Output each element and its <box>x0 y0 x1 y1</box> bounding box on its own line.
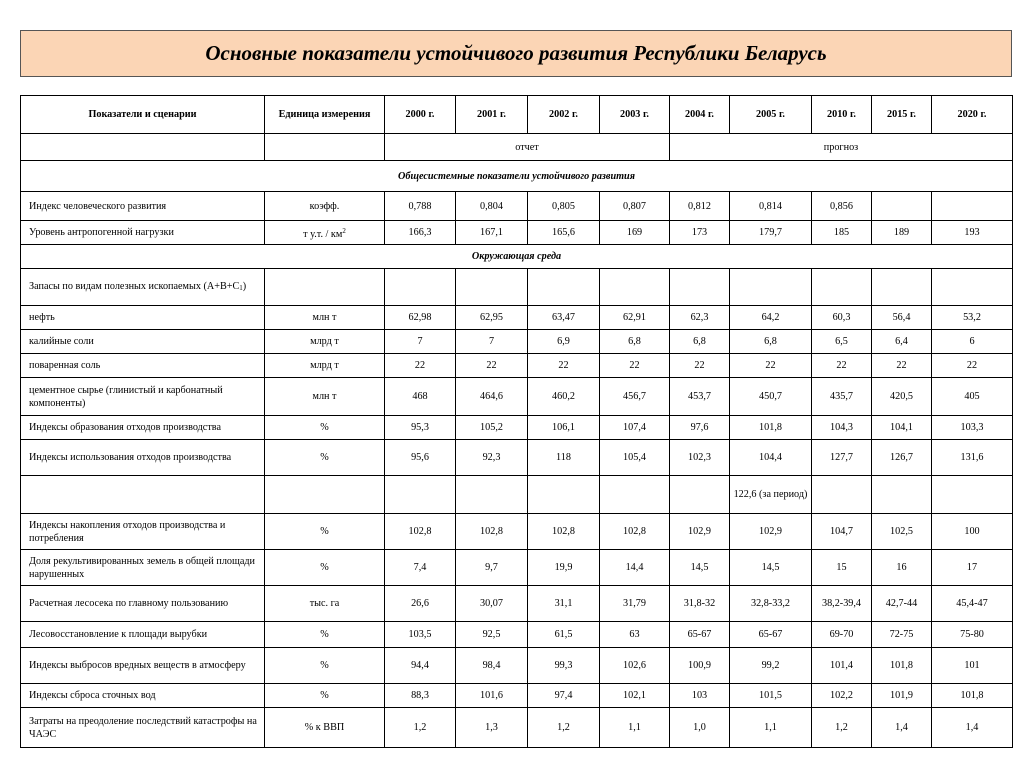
table-row <box>21 378 1013 416</box>
value-cell: 102,5 <box>872 514 932 550</box>
indicator-name: Индексы выбросов вредных веществ в атмосферу <box>21 648 265 684</box>
value-cell: 6,5 <box>812 330 872 354</box>
header-year: 2005 г. <box>730 96 812 134</box>
value-cell <box>670 476 730 514</box>
value-cell: 56,4 <box>872 306 932 330</box>
value-cell: 165,6 <box>528 221 600 245</box>
value-cell: 60,3 <box>812 306 872 330</box>
value-cell: 101,9 <box>872 684 932 708</box>
value-cell: 1,0 <box>670 708 730 748</box>
value-cell: 22 <box>670 354 730 378</box>
value-cell: 22 <box>528 354 600 378</box>
value-cell: 0,788 <box>385 192 456 221</box>
value-cell <box>600 476 670 514</box>
value-cell: 14,5 <box>730 550 812 586</box>
indicator-name: нефть <box>21 306 265 330</box>
section-title: Окружающая среда <box>21 245 1013 269</box>
value-cell: 6,9 <box>528 330 600 354</box>
value-cell <box>670 269 730 306</box>
value-cell: 460,2 <box>528 378 600 416</box>
section-header-row <box>21 245 1013 269</box>
unit-cell: млн т <box>265 378 385 416</box>
value-cell: 38,2-39,4 <box>812 586 872 622</box>
value-cell: 104,1 <box>872 416 932 440</box>
value-cell: 456,7 <box>600 378 670 416</box>
value-cell <box>872 269 932 306</box>
value-cell: 101,4 <box>812 648 872 684</box>
value-cell: 102,8 <box>600 514 670 550</box>
value-cell: 100,9 <box>670 648 730 684</box>
section-header-row <box>21 161 1013 192</box>
unit-cell: % <box>265 550 385 586</box>
value-cell: 62,95 <box>456 306 528 330</box>
value-cell: 16 <box>872 550 932 586</box>
value-cell: 107,4 <box>600 416 670 440</box>
value-cell: 104,3 <box>812 416 872 440</box>
value-cell: 94,4 <box>385 648 456 684</box>
indicator-name: Затраты на преодоление последствий катастрофы на ЧАЭС <box>21 708 265 748</box>
value-cell: 22 <box>872 354 932 378</box>
table-row <box>21 622 1013 648</box>
value-cell: 0,805 <box>528 192 600 221</box>
value-cell <box>528 476 600 514</box>
indicators-table <box>20 95 1013 748</box>
value-cell <box>872 192 932 221</box>
period-band-row <box>21 134 1013 161</box>
value-cell: 106,1 <box>528 416 600 440</box>
value-cell: 62,91 <box>600 306 670 330</box>
band-empty <box>265 134 385 161</box>
band-forecast: прогноз <box>670 134 1013 161</box>
value-cell: 102,9 <box>730 514 812 550</box>
value-cell <box>872 476 932 514</box>
value-cell: 97,4 <box>528 684 600 708</box>
value-cell: 0,856 <box>812 192 872 221</box>
table-row <box>21 708 1013 748</box>
value-cell: 14,4 <box>600 550 670 586</box>
table-row <box>21 440 1013 476</box>
table-row <box>21 221 1013 245</box>
value-cell: 97,6 <box>670 416 730 440</box>
value-cell: 62,98 <box>385 306 456 330</box>
value-cell: 6 <box>932 330 1013 354</box>
value-cell: 102,8 <box>456 514 528 550</box>
value-cell: 104,7 <box>812 514 872 550</box>
value-cell: 102,1 <box>600 684 670 708</box>
value-cell: 105,2 <box>456 416 528 440</box>
unit-cell: % к ВВП <box>265 708 385 748</box>
value-cell: 101 <box>932 648 1013 684</box>
value-cell: 17 <box>932 550 1013 586</box>
unit-cell: млрд т <box>265 330 385 354</box>
value-cell: 22 <box>385 354 456 378</box>
value-cell: 69-70 <box>812 622 872 648</box>
value-cell: 100 <box>932 514 1013 550</box>
value-cell: 1,3 <box>456 708 528 748</box>
value-cell: 22 <box>730 354 812 378</box>
value-cell: 166,3 <box>385 221 456 245</box>
value-cell: 167,1 <box>456 221 528 245</box>
header-indicator: Показатели и сценарии <box>21 96 265 134</box>
value-cell: 9,7 <box>456 550 528 586</box>
value-cell: 464,6 <box>456 378 528 416</box>
value-cell: 53,2 <box>932 306 1013 330</box>
indicator-name: Доля рекультивированных земель в общей площади нарушенных <box>21 550 265 586</box>
value-cell: 19,9 <box>528 550 600 586</box>
value-cell <box>932 192 1013 221</box>
value-cell: 126,7 <box>872 440 932 476</box>
value-cell <box>932 476 1013 514</box>
section-title: Общесистемные показатели устойчивого развития <box>21 161 1013 192</box>
value-cell <box>932 269 1013 306</box>
value-cell: 6,4 <box>872 330 932 354</box>
unit-cell: т у.т. / $км^2$ <box>265 221 385 245</box>
value-cell: 102,8 <box>385 514 456 550</box>
value-cell: 7,4 <box>385 550 456 586</box>
value-cell: 101,6 <box>456 684 528 708</box>
value-cell: 101,8 <box>872 648 932 684</box>
value-cell: 420,5 <box>872 378 932 416</box>
indicator-name: Расчетная лесосека по главному пользованию <box>21 586 265 622</box>
value-cell: 122,6 (за период) <box>730 476 812 514</box>
value-cell: 1,1 <box>600 708 670 748</box>
table-row <box>21 476 1013 514</box>
unit-cell: % <box>265 514 385 550</box>
indicator-name: цементное сырье (глинистый и карбонатный компоненты) <box>21 378 265 416</box>
band-empty <box>21 134 265 161</box>
value-cell: 30,07 <box>456 586 528 622</box>
value-cell: 64,2 <box>730 306 812 330</box>
value-cell <box>456 476 528 514</box>
value-cell: 72-75 <box>872 622 932 648</box>
unit-cell: % <box>265 440 385 476</box>
value-cell: 62,3 <box>670 306 730 330</box>
value-cell <box>812 269 872 306</box>
value-cell: 169 <box>600 221 670 245</box>
value-cell: 14,5 <box>670 550 730 586</box>
value-cell: 63 <box>600 622 670 648</box>
value-cell: 101,8 <box>932 684 1013 708</box>
value-cell <box>600 269 670 306</box>
table-row <box>21 648 1013 684</box>
value-cell: 435,7 <box>812 378 872 416</box>
value-cell: 6,8 <box>670 330 730 354</box>
value-cell: 118 <box>528 440 600 476</box>
value-cell <box>456 269 528 306</box>
indicator-name: Запасы по видам полезных ископаемых $(А+В+С_1)$ <box>21 269 265 306</box>
value-cell: 42,7-44 <box>872 586 932 622</box>
table-row <box>21 550 1013 586</box>
value-cell: 102,9 <box>670 514 730 550</box>
value-cell: 75-80 <box>932 622 1013 648</box>
value-cell: 101,5 <box>730 684 812 708</box>
table-row <box>21 330 1013 354</box>
value-cell: 1,1 <box>730 708 812 748</box>
value-cell: 22 <box>600 354 670 378</box>
header-year: 2020 г. <box>932 96 1013 134</box>
value-cell: 131,6 <box>932 440 1013 476</box>
indicator-name: Индексы накопления отходов производства и потребления <box>21 514 265 550</box>
value-cell: 1,2 <box>385 708 456 748</box>
header-year: 2015 г. <box>872 96 932 134</box>
table-row <box>21 514 1013 550</box>
table-header-row <box>21 96 1013 134</box>
indicator-name: Индексы образования отходов производства <box>21 416 265 440</box>
unit-cell: % <box>265 648 385 684</box>
unit-cell <box>265 476 385 514</box>
value-cell: 185 <box>812 221 872 245</box>
value-cell: 101,8 <box>730 416 812 440</box>
value-cell: 0,807 <box>600 192 670 221</box>
value-cell: 1,4 <box>932 708 1013 748</box>
value-cell: 22 <box>932 354 1013 378</box>
indicator-name: поваренная соль <box>21 354 265 378</box>
value-cell <box>528 269 600 306</box>
indicator-name: Индексы использования отходов производства <box>21 440 265 476</box>
value-cell: 173 <box>670 221 730 245</box>
unit-cell: млрд т <box>265 354 385 378</box>
header-year: 2001 г. <box>456 96 528 134</box>
value-cell <box>812 476 872 514</box>
header-year: 2004 г. <box>670 96 730 134</box>
header-year: 2010 г. <box>812 96 872 134</box>
table-row <box>21 684 1013 708</box>
value-cell: 102,8 <box>528 514 600 550</box>
value-cell: 102,2 <box>812 684 872 708</box>
value-cell: 6,8 <box>600 330 670 354</box>
value-cell: 26,6 <box>385 586 456 622</box>
indicator-name: Индекс человеческого развития <box>21 192 265 221</box>
value-cell: 0,812 <box>670 192 730 221</box>
unit-cell: млн т <box>265 306 385 330</box>
value-cell: 31,79 <box>600 586 670 622</box>
value-cell: 7 <box>456 330 528 354</box>
value-cell: 95,3 <box>385 416 456 440</box>
value-cell: 65-67 <box>670 622 730 648</box>
unit-cell: % <box>265 684 385 708</box>
value-cell: 15 <box>812 550 872 586</box>
value-cell: 92,5 <box>456 622 528 648</box>
indicator-name <box>21 476 265 514</box>
value-cell: 45,4-47 <box>932 586 1013 622</box>
value-cell: 88,3 <box>385 684 456 708</box>
unit-cell: % <box>265 416 385 440</box>
value-cell: 193 <box>932 221 1013 245</box>
table-row <box>21 416 1013 440</box>
value-cell: 65-67 <box>730 622 812 648</box>
value-cell: 102,6 <box>600 648 670 684</box>
value-cell: 127,7 <box>812 440 872 476</box>
value-cell <box>385 269 456 306</box>
table-row <box>21 354 1013 378</box>
value-cell: 22 <box>812 354 872 378</box>
value-cell: 1,4 <box>872 708 932 748</box>
value-cell: 405 <box>932 378 1013 416</box>
header-year: 2000 г. <box>385 96 456 134</box>
value-cell: 99,2 <box>730 648 812 684</box>
table-row <box>21 306 1013 330</box>
header-year: 2002 г. <box>528 96 600 134</box>
value-cell: 189 <box>872 221 932 245</box>
value-cell: 63,47 <box>528 306 600 330</box>
value-cell: 7 <box>385 330 456 354</box>
value-cell: 31,1 <box>528 586 600 622</box>
indicator-name: Уровень антропогенной нагрузки <box>21 221 265 245</box>
value-cell: 32,8-33,2 <box>730 586 812 622</box>
value-cell: 103,3 <box>932 416 1013 440</box>
value-cell <box>730 269 812 306</box>
value-cell <box>385 476 456 514</box>
value-cell: 0,814 <box>730 192 812 221</box>
indicator-name: Лесовосстановление к площади вырубки <box>21 622 265 648</box>
indicator-name: калийные соли <box>21 330 265 354</box>
value-cell: 22 <box>456 354 528 378</box>
value-cell: 1,2 <box>812 708 872 748</box>
page-title: Основные показатели устойчивого развития Республики Беларусь <box>20 30 1012 77</box>
value-cell: 95,6 <box>385 440 456 476</box>
value-cell: 31,8-32 <box>670 586 730 622</box>
header-year: 2003 г. <box>600 96 670 134</box>
value-cell: 61,5 <box>528 622 600 648</box>
value-cell: 450,7 <box>730 378 812 416</box>
value-cell: 105,4 <box>600 440 670 476</box>
value-cell: 103 <box>670 684 730 708</box>
value-cell: 98,4 <box>456 648 528 684</box>
table-row <box>21 192 1013 221</box>
unit-cell <box>265 269 385 306</box>
value-cell: 468 <box>385 378 456 416</box>
unit-cell: тыс. га <box>265 586 385 622</box>
unit-cell: % <box>265 622 385 648</box>
unit-cell: коэфф. <box>265 192 385 221</box>
band-report: отчет <box>385 134 670 161</box>
value-cell: 453,7 <box>670 378 730 416</box>
value-cell: 99,3 <box>528 648 600 684</box>
table-row <box>21 586 1013 622</box>
value-cell: 92,3 <box>456 440 528 476</box>
value-cell: 6,8 <box>730 330 812 354</box>
table-row <box>21 269 1013 306</box>
header-unit: Единица измерения <box>265 96 385 134</box>
value-cell: 104,4 <box>730 440 812 476</box>
value-cell: 0,804 <box>456 192 528 221</box>
value-cell: 102,3 <box>670 440 730 476</box>
indicator-name: Индексы сброса сточных вод <box>21 684 265 708</box>
value-cell: 1,2 <box>528 708 600 748</box>
value-cell: 179,7 <box>730 221 812 245</box>
value-cell: 103,5 <box>385 622 456 648</box>
